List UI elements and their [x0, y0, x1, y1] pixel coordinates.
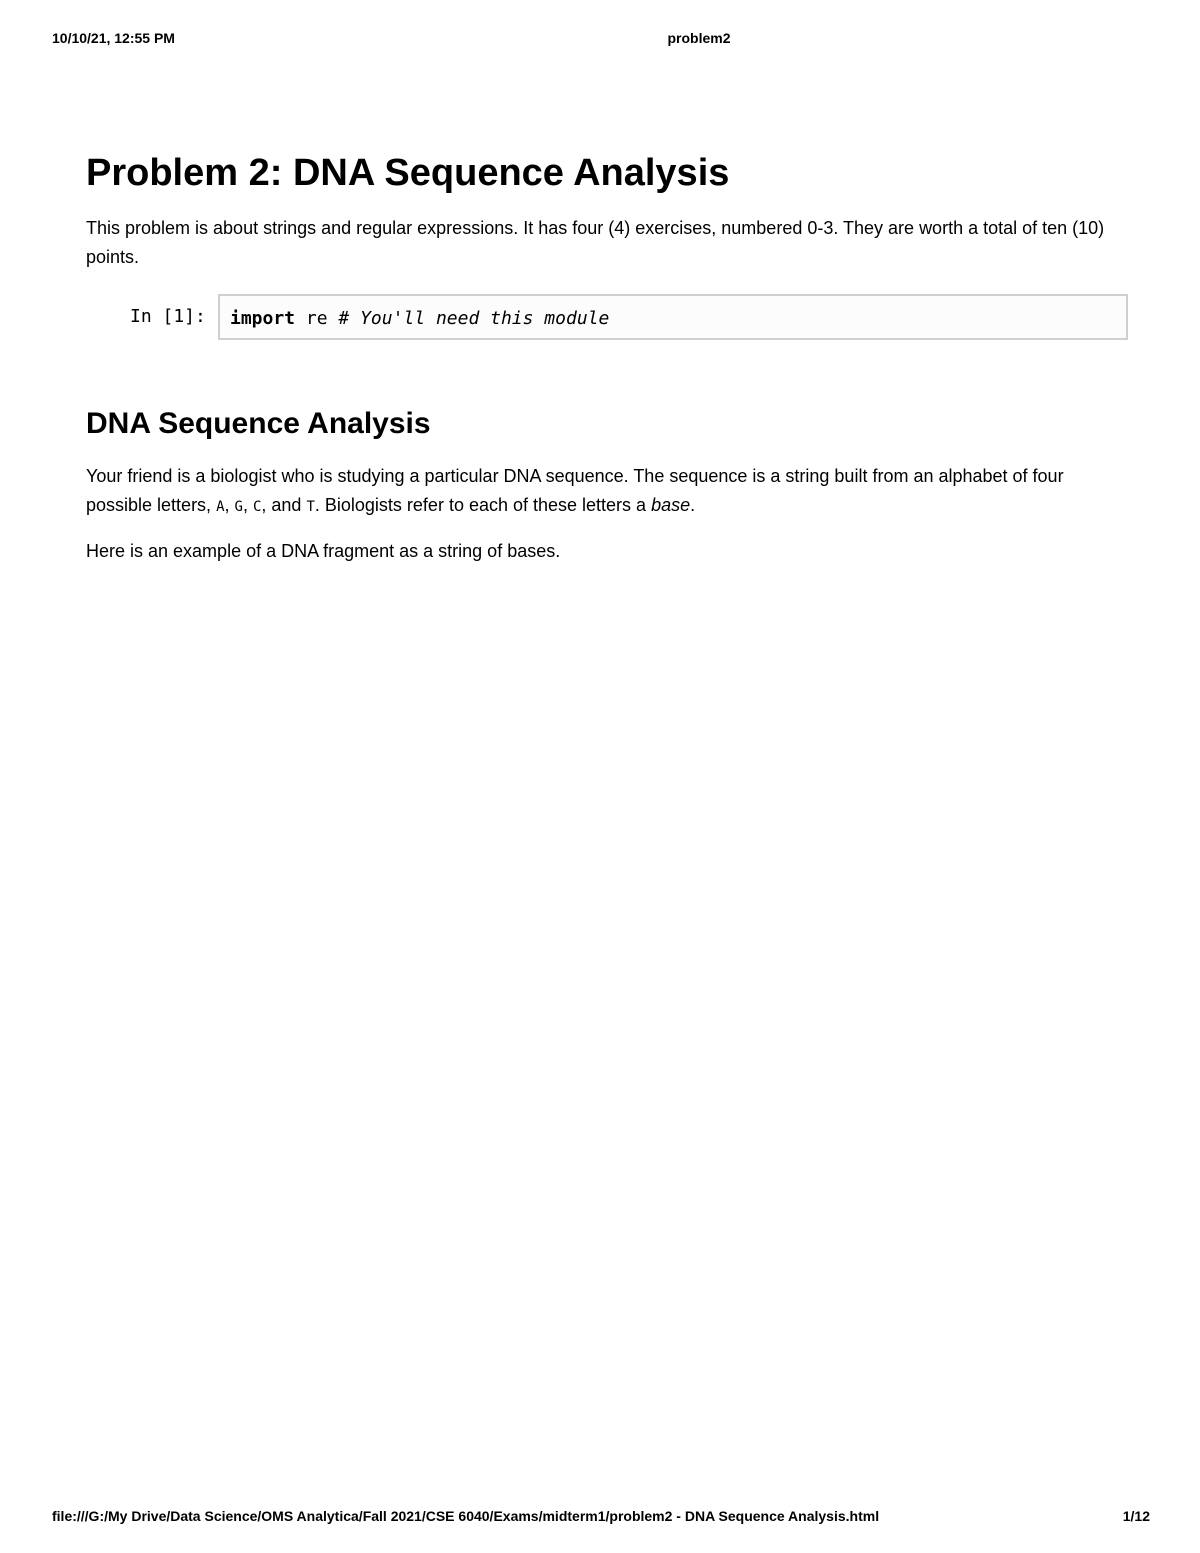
para-separator: , and	[261, 495, 307, 515]
base-g: G	[234, 499, 243, 515]
print-file-path: file:///G:/My Drive/Data Science/OMS Analytica/Fall 2021/CSE 6040/Exams/midterm1/problem2 - DNA Sequence Analysis.html	[52, 1508, 880, 1524]
para-text: . Biologists refer to each of these letters a	[314, 495, 652, 515]
base-a: A	[216, 499, 225, 515]
notebook-content	[86, 150, 1126, 581]
base-emphasis: base	[651, 495, 691, 515]
intro-paragraph: This problem is about strings and regular expressions. It has four (4) exercises, numbered 0-3. They are worth a total of ten (10) points.	[86, 218, 1105, 267]
print-doc-title: problem2	[667, 30, 731, 46]
print-page-indicator: 1/12	[1122, 1508, 1150, 1524]
base-c: C	[252, 499, 262, 515]
print-footer	[0, 1508, 1200, 1528]
print-datetime: 10/10/21, 12:55 PM	[52, 30, 175, 46]
base-t: T	[306, 499, 315, 515]
code-module: re	[305, 308, 328, 329]
section-title: DNA Sequence Analysis	[86, 407, 431, 440]
code-input-area[interactable]	[218, 294, 1128, 340]
print-header	[0, 30, 1200, 50]
cell-prompt: In [1]:	[130, 306, 206, 327]
page-title: Problem 2: DNA Sequence Analysis	[86, 152, 730, 194]
code-comment: # You'll need this module	[338, 308, 610, 329]
code-keyword: import	[230, 308, 296, 329]
para-separator: ,	[224, 495, 235, 515]
example-intro-paragraph: Here is an example of a DNA fragment as a string of bases.	[86, 541, 561, 561]
code-cell[interactable]	[86, 294, 1126, 340]
para-end: .	[690, 495, 696, 515]
para-text: Your friend is a biologist who is studying a particular DNA sequence. The sequence is a string built from an alphabet of four possible letters,	[86, 466, 1064, 515]
dna-description-paragraph	[86, 462, 1126, 522]
para-separator: ,	[242, 495, 253, 515]
code-line	[230, 308, 609, 329]
